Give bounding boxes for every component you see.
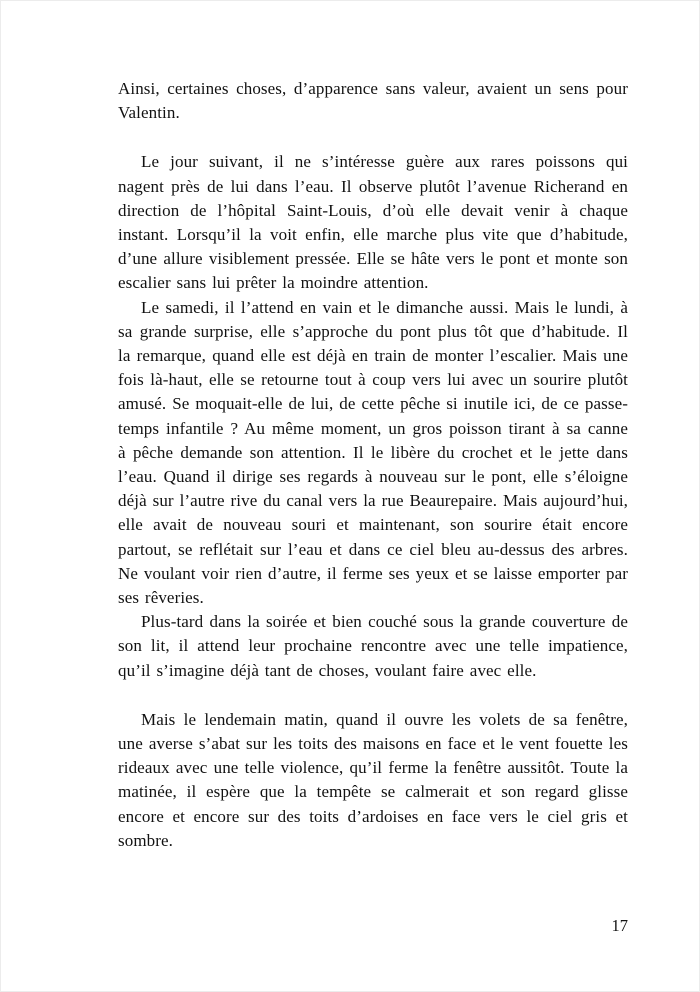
paragraph: Plus-tard dans la soirée et bien couché sous la grande couverture de son lit, il attend leur prochaine rencontre avec une telle impatience, qu’il s’imagine déjà tant de choses, voulant faire avec elle.	[118, 612, 628, 680]
paragraph: Le jour suivant, il ne s’intéresse guère aux rares poissons qui nagent près de lui dans l’eau. Il observe plutôt l’avenue Richerand en direction de l’hôpital Saint-Louis, d’où elle devait venir à chaque instant. Lorsqu’il la voit enfin, elle marche plus vite que d’habitude, d’une allure visiblement pressée. Elle se hâte vers le pont et monte son escalier sans lui prêter la moindre attention.	[118, 152, 628, 293]
paragraph: Ainsi, certaines choses, d’apparence sans valeur, avaient un sens pour Valentin.	[118, 79, 628, 123]
paragraph: Mais le lendemain matin, quand il ouvre les volets de sa fenêtre, une averse s’abat sur les toits des maisons en face et le vent fouette les rideaux avec une telle violence, qu’il ferme la fenêtre aussitôt. Toute la matinée, il espère que la tempête se calmerait et son regard glisse encore et encore sur des toits d’ardoises en face vers le ciel gris et sombre.	[118, 709, 628, 850]
page-text-block	[118, 77, 628, 853]
page-number: 17	[611, 916, 628, 935]
paragraph: Le samedi, il l’attend en vain et le dimanche aussi. Mais le lundi, à sa grande surprise, elle s’approche du pont plus tôt que d’habitude. Il la remarque, quand elle est déjà en train de monter l’escalier. Mais une fois là-haut, elle se retourne tout à coup vers lui avec un sourire plutôt amusé. Se moquait-elle de lui, de cette pêche si inutile ici, de ce passe-temps infantile ? Au même moment, un gros poisson tirant à sa canne à pêche demande son attention. Il le libère du crochet et le jette dans l’eau. Quand il dirige ses regards à nouveau sur le pont, elle s’éloigne déjà sur l’autre rive du canal vers la rue Beaurepaire. Mais aujourd’hui, elle avait de nouveau souri et maintenant, son sourire était encore partout, se reflétait sur l’eau et dans ce ciel bleu au-dessus des arbres. Ne voulant voir rien d’autre, il ferme ses yeux et se laisse emporter par ses rêveries.	[118, 297, 628, 608]
